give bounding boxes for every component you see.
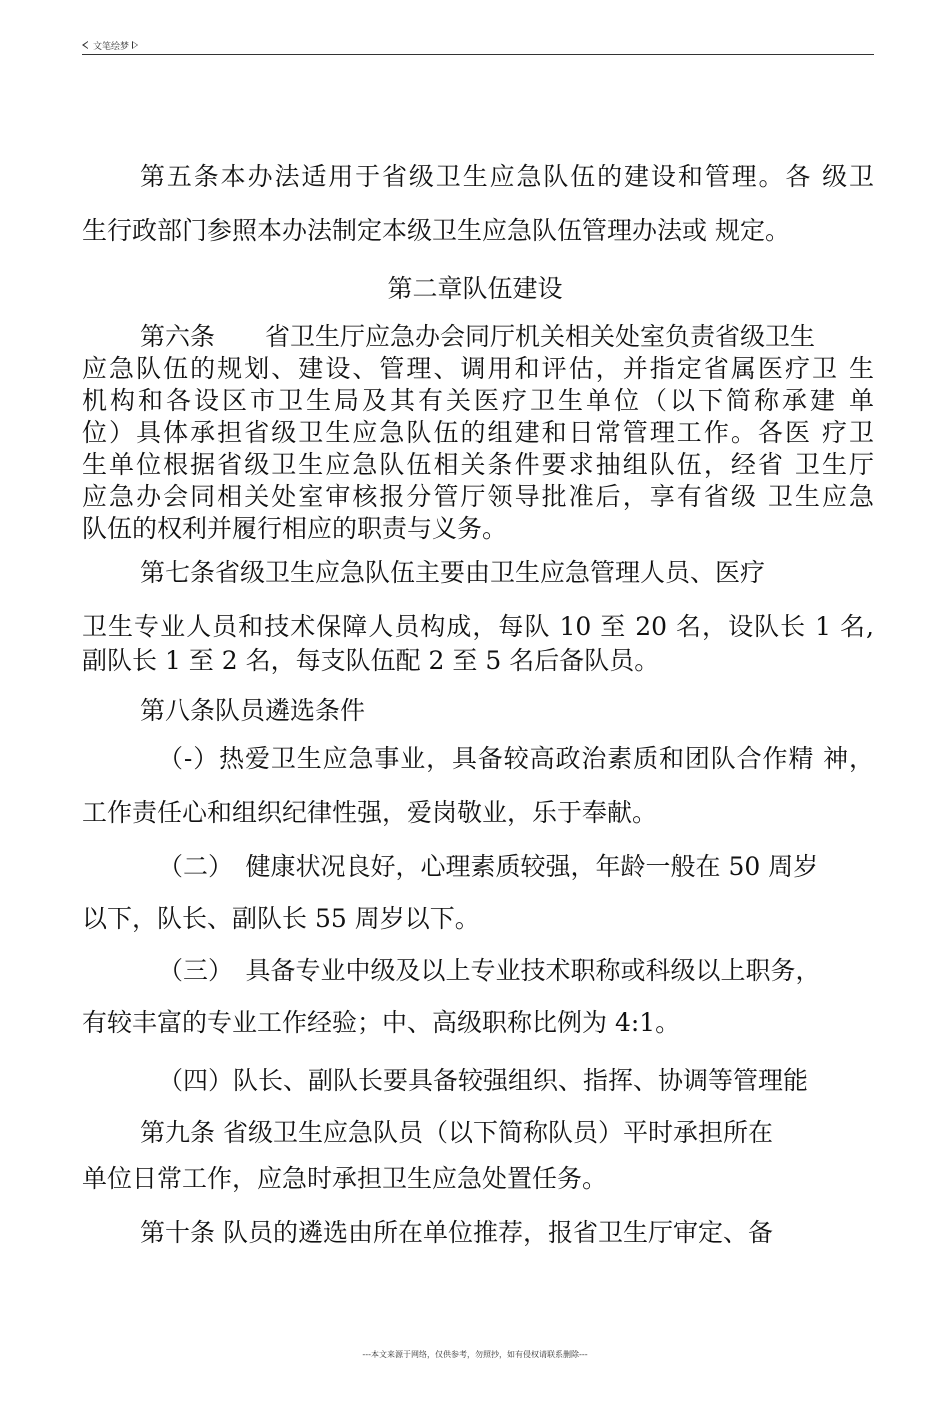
item-4-line-1: （四）队长、副队长要具备较强组织、指挥、协调等管理能 [158,1066,809,1095]
chapter-heading: 第二章队伍建设 [387,274,563,303]
article-6-line-1: 第六条 省卫生厅应急办会同厅机关相关处室负责省级卫生 [140,322,816,351]
header-title: 文笔绘梦 [93,42,130,52]
triangle-right-icon [132,41,138,49]
page-header [82,38,874,55]
item-1-line-1: （-）热爱卫生应急事业，具备较高政治素质和团队合作精 神， [158,744,874,773]
article-7-line-2: 卫生专业人员和技术保障人员构成，每队 10 至 20 名，设队长 1 名, [82,612,874,641]
article-8-heading: 第八条队员遴选条件 [140,696,366,725]
article-6-line-5: 生单位根据省级卫生应急队伍相关条件要求抽组队伍，经省 卫生厅 [82,450,874,479]
article-6-line-2: 应急队伍的规划、建设、管理、调用和评估，并指定省属医疗卫 生 [82,354,874,383]
item-2-line-1: （二） 健康状况良好，心理素质较强，年龄一般在 50 周岁 [158,852,819,881]
item-1-line-2: 工作责任心和组织纪律性强，爱岗敬业，乐于奉献。 [82,798,658,827]
page-footer-note: ---本文来源于网络，仅供参考，勿照抄，如有侵权请联系删除--- [362,1350,588,1359]
article-6-line-4: 位）具体承担省级卫生应急队伍的组建和日常管理工作。各医 疗卫 [82,418,874,447]
item-3-line-2: 有较丰富的专业工作经验；中、高级职称比例为 4:1。 [82,1008,681,1037]
article-9-line-1: 第九条 省级卫生应急队员（以下简称队员）平时承担所在 [140,1118,773,1147]
article-6-line-6: 应急办会同相关处室审核报分管厅领导批准后，享有省级 卫生应急 [82,482,874,511]
article-7-line-1: 第七条省级卫生应急队伍主要由卫生应急管理人员、医疗 [140,558,766,587]
item-2-line-2: 以下，队长、副队长 55 周岁以下。 [82,904,480,933]
triangle-left-icon [82,41,88,49]
article-9-line-2: 单位日常工作，应急时承担卫生应急处置任务。 [82,1164,608,1193]
article-7-line-3: 副队长 1 至 2 名，每支队伍配 2 至 5 名后备队员。 [82,646,660,675]
article-6-line-3: 机构和各设区市卫生局及其有关医疗卫生单位（以下简称承建 单 [82,386,874,415]
article-10-line-1: 第十条 队员的遴选由所在单位推荐，报省卫生厅审定、备 [140,1218,773,1247]
article-5-line-2: 生行政部门参照本办法制定本级卫生应急队伍管理办法或 规定。 [82,216,790,245]
article-6-line-7: 队伍的权利并履行相应的职责与义务。 [82,514,508,543]
article-5-line-1: 第五条本办法适用于省级卫生应急队伍的建设和管理。各 级卫 [140,162,874,191]
item-3-line-1: （三） 具备专业中级及以上专业技术职称或科级以上职务， [158,956,821,985]
